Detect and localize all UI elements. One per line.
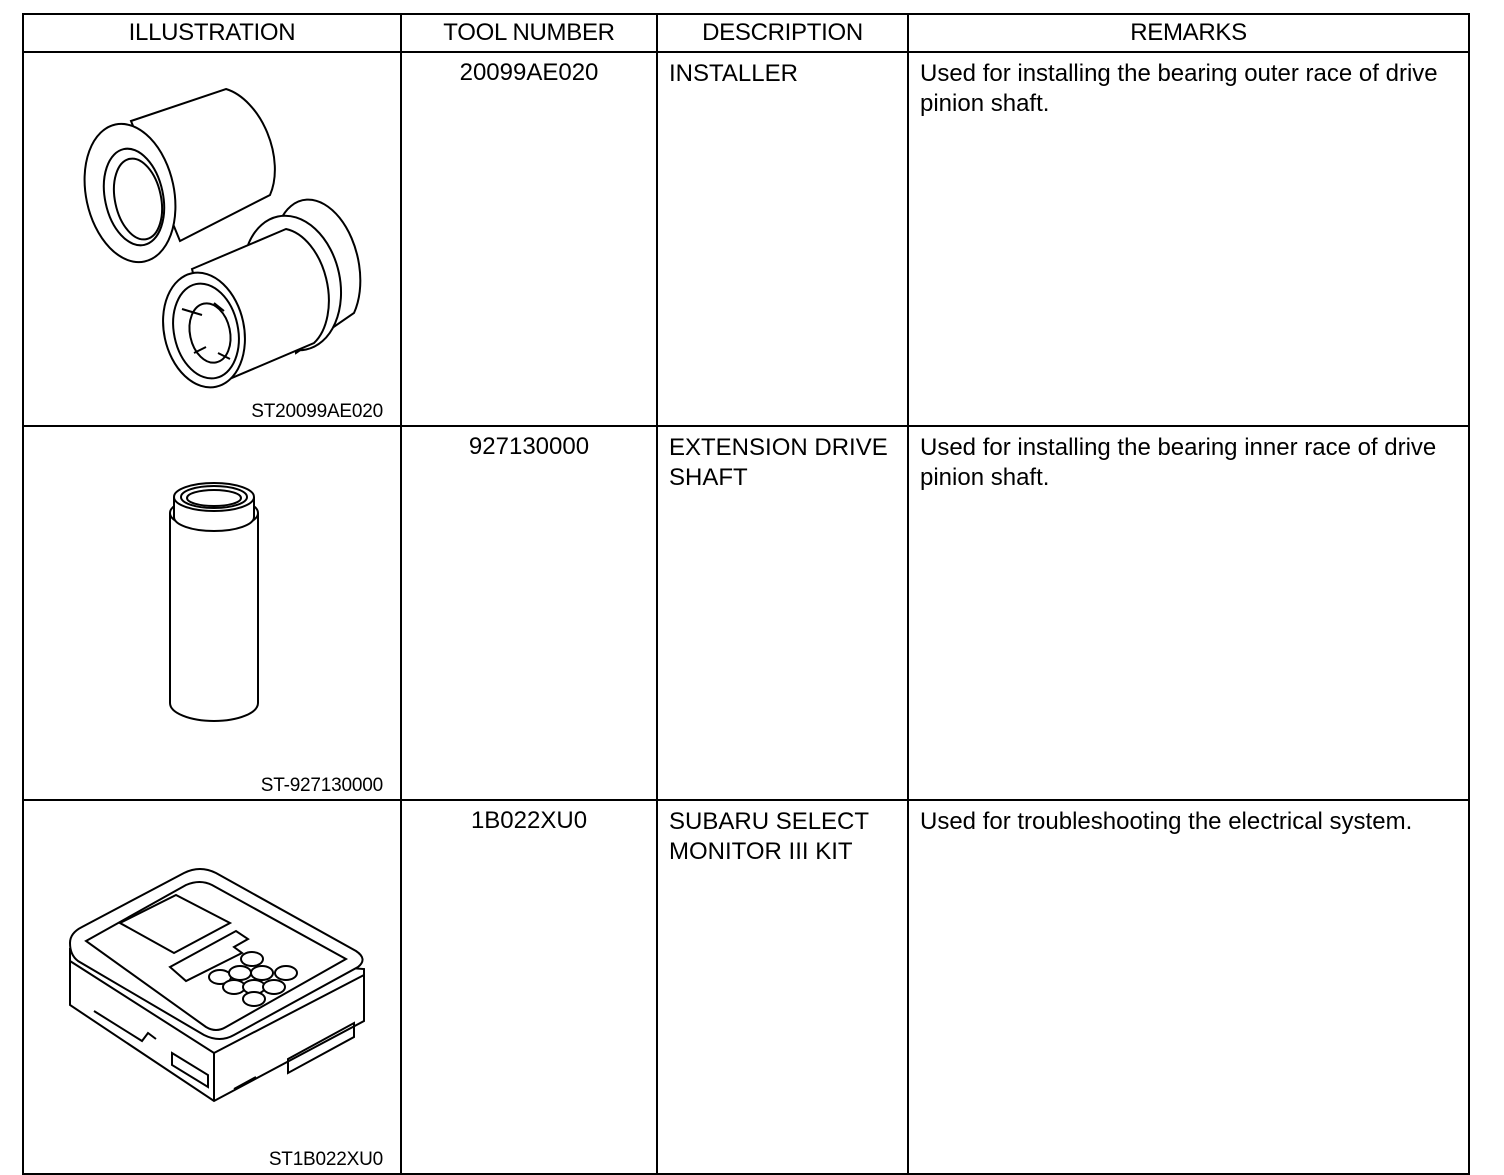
table-row [23,426,1469,800]
tool-description: EXTENSION DRIVE SHAFT [657,426,908,800]
tool-number: 927130000 [401,426,657,800]
header-remarks: REMARKS [908,14,1469,52]
table-row [23,52,1469,426]
header-row [23,14,1469,52]
special-tools-table [22,13,1470,1175]
tool-description: INSTALLER [657,52,908,426]
tool-number: 20099AE020 [401,52,657,426]
extension-drive-shaft-icon [24,427,402,793]
header-illustration: ILLUSTRATION [23,14,401,52]
tool-description: SUBARU SELECT MONITOR III KIT [657,800,908,1174]
illustration-code: ST1B022XU0 [268,1149,383,1170]
header-description: DESCRIPTION [657,14,908,52]
illustration-code: ST20099AE020 [251,401,383,422]
header-tool-number: TOOL NUMBER [401,14,657,52]
select-monitor-icon [24,801,402,1167]
illustration-code: ST-927130000 [260,775,383,796]
tool-remarks: Used for installing the bearing outer race of drive pinion shaft. [908,52,1469,426]
tool-remarks: Used for troubleshooting the electrical system. [908,800,1469,1174]
table-row [23,800,1469,1174]
tool-number: 1B022XU0 [401,800,657,1174]
illustration-cell [23,52,401,426]
installer-tool-icon [24,53,402,419]
illustration-cell [23,426,401,800]
tool-remarks: Used for installing the bearing inner race of drive pinion shaft. [908,426,1469,800]
illustration-cell [23,800,401,1174]
